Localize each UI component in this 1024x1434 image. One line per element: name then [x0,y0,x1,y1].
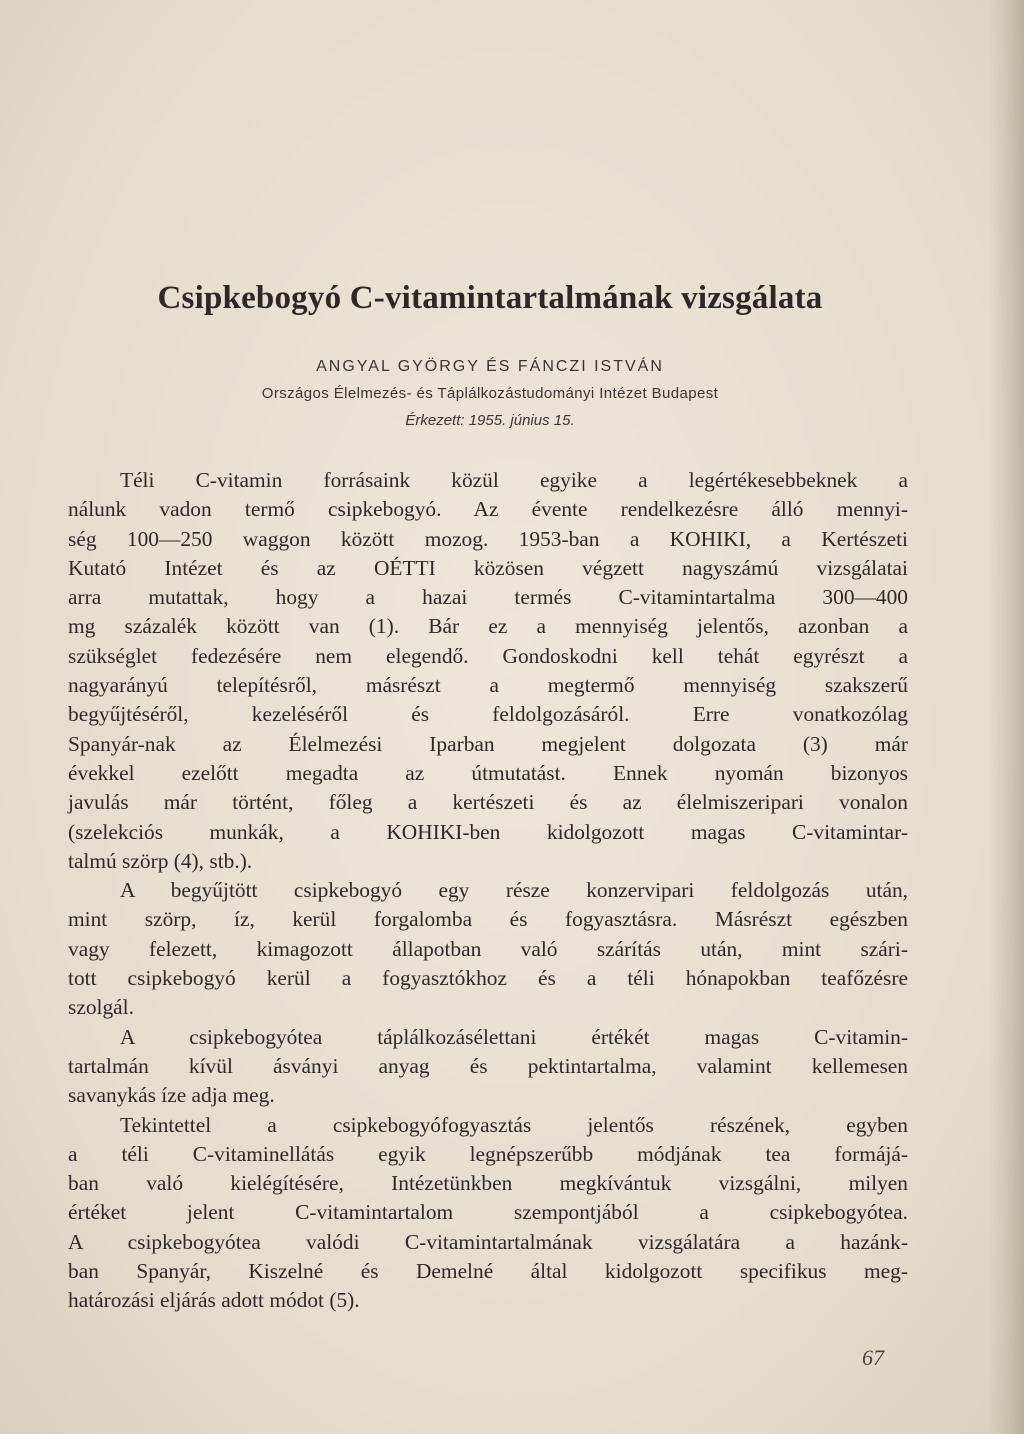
text-line: értéket jelent C-vitamintartalom szempontjából a csipkebogyótea. [68,1200,908,1225]
text-line: Kutató Intézet és az OÉTTI közösen végzett nagyszámú vizsgálatai [68,555,908,580]
page-edge-shadow [988,0,1024,1434]
article-body [68,466,908,1316]
text-line: Tekintettel a csipkebogyófogyasztás jelentős részének, egyben [120,1112,908,1137]
text-line: mint szörp, íz, kerül forgalomba és fogyasztásra. Másrészt egészben [68,907,908,932]
text-line: határozási eljárás adott módot (5). [68,1288,360,1313]
text-line: nálunk vadon termő csipkebogyó. Az évente rendelkezésre álló mennyi- [68,497,908,522]
text-line: A csipkebogyótea táplálkozásélettani értékét magas C-vitamin- [120,1024,908,1049]
text-line: savanykás íze adja meg. [68,1083,275,1108]
text-line: Téli C-vitamin forrásaink közül egyike a legértékesebbeknek a [120,468,908,492]
text-line: szükséglet fedezésére nem elegendő. Gondoskodni kell tehát egyrészt a [68,643,908,668]
text-line: mg százalék között van (1). Bár ez a mennyiség jelentős, azonban a [68,614,908,639]
text-line: A csipkebogyótea valódi C-vitamintartalmának vizsgálatára a hazánk- [68,1229,908,1254]
text-line: ban Spanyár, Kiszelné és Demelné által kidolgozott specifikus meg- [68,1259,908,1284]
text-line: arra mutattak, hogy a hazai termés C-vitamintartalma 300—400 [68,585,908,610]
paragraph [68,1111,908,1316]
text-line: begyűjtéséről, kezeléséről és feldolgozásáról. Erre vonatkozólag [68,702,908,727]
page-number: 67 [862,1345,884,1370]
received-date: Érkezett: 1955. június 15. [405,412,575,429]
text-line: A begyűjtött csipkebogyó egy része konzervipari feldolgozás után, [120,878,908,903]
article-title: Csipkebogyó C-vitamintartalmának vizsgálata [157,280,823,316]
text-line: a téli C-vitaminellátás egyik legnépszerűbb módjának tea formájá- [68,1141,908,1166]
article-authors: ANGYAL GYÖRGY ÉS FÁNCZI ISTVÁN [316,358,664,375]
text-line: javulás már történt, főleg a kertészeti és az élelmiszeripari vonalon [68,790,908,815]
text-line: (szelekciós munkák, a KOHIKI-ben kidolgozott magas C-vitamintar- [68,819,908,844]
text-line: tartalmán kívül ásványi anyag és pektintartalma, valamint kellemesen [68,1053,908,1078]
text-line: ség 100—250 waggon között mozog. 1953-ban a KOHIKI, a Kertészeti [68,526,908,551]
text-line: szolgál. [68,995,134,1020]
text-line: Spanyár-nak az Élelmezési Iparban megjelent dolgozata (3) már [68,731,908,756]
author-institute: Országos Élelmezés- és Táplálkozástudományi Intézet Budapest [261,385,719,402]
text-line: vagy felezett, kimagozott állapotban való szárítás után, mint szári- [68,936,908,961]
text-line: nagyarányú telepítésről, másrészt a megtermő mennyiség szakszerű [68,673,908,698]
paragraph [68,876,908,1022]
text-line: talmú szörp (4), stb.). [68,848,253,873]
text-line: tott csipkebogyó kerül a fogyasztókhoz és a téli hónapokban teafőzésre [68,966,908,991]
paragraph [68,466,908,876]
text-line: évekkel ezelőtt megadta az útmutatást. Ennek nyomán bizonyos [68,760,908,785]
text-line: ban való kielégítésére, Intézetünkben megkívántuk vizsgálni, milyen [68,1171,908,1196]
paragraph [68,1023,908,1111]
